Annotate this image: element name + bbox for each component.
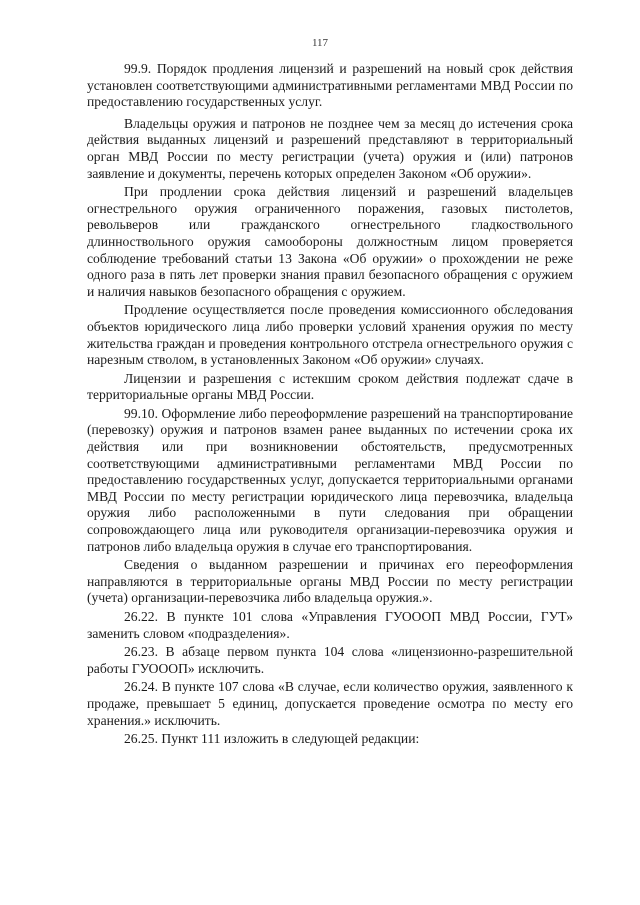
paragraph-expired-licenses: Лицензии и разрешения с истекшим сроком действия подлежат сдаче в территориальные органы МВД России. xyxy=(87,370,573,403)
paragraph-permit-info: Сведения о выданном разрешении и причинах его переоформления направляются в территориальные органы МВД России по месту регистрации (учета) организации-перевозчика либо владельца оружия.». xyxy=(87,557,573,606)
page-number: 117 xyxy=(311,37,329,49)
paragraph-26-23: 26.23. В абзаце первом пункта 104 слова «лицензионно-разрешительной работы ГУОООП» исключить. xyxy=(87,644,573,676)
paragraph-extension-procedure: Продление осуществляется после проведения комиссионного обследования объектов юридического лица либо проверки условий хранения оружия по месту жительства граждан и проведения контрольного отстрела огнестрельного оружия с нарезным стволом, в установленных Законом «Об оружии» случаях. xyxy=(87,302,573,368)
document-body xyxy=(87,61,573,750)
paragraph-26-25: 26.25. Пункт 111 изложить в следующей редакции: xyxy=(124,731,420,747)
paragraph-26-22: 26.22. В пункте 101 слова «Управления ГУОООП МВД России, ГУТ» заменить словом «подразделения». xyxy=(87,609,573,641)
paragraph-26-24: 26.24. В пункте 107 слова «В случае, если количество оружия, заявленного к продаже, превышает 5 единиц, допускается проведение осмотра по месту его хранения.» исключить. xyxy=(87,679,573,728)
paragraph-license-holders: Владельцы оружия и патронов не позднее чем за месяц до истечения срока действия выданных лицензий и разрешений представляют в территориальный орган МВД России по месту регистрации (учета) оружия и (или) патронов заявление и документы, перечень которых определен Законом «Об оружии». xyxy=(87,115,573,181)
paragraph-extension-check: При продлении срока действия лицензий и разрешений владельцев огнестрельного оружия ограниченного поражения, газовых пистолетов, револьверов или гражданского огнестрельного гладкоствольного длинноствольного оружия самообороны должностным лицом проверяется соблюдение требований статьи 13 Закона «Об оружии» о прохождении не реже одного раза в пять лет проверки знания правил безопасного обращения с оружием и наличия навыков безопасного обращения с оружием. xyxy=(87,184,573,299)
paragraph-99-10: 99.10. Оформление либо переоформление разрешений на транспортирование (перевозку) оружия и патронов взамен ранее выданных по истечении срока их действия или при возникновении обстоятельств, предусмотренных соответствующими административными регламентами МВД России по предоставлению государственных услуг, допускается территориальными органами МВД России по месту регистрации юридического лица перевозчика, владельца оружия либо расположенными в пути следования при обращении сопровождающего лица или руководителя организации-перевозчика оружия и патронов либо владельца оружия в случае его транспортирования. xyxy=(87,405,573,554)
paragraph-99-9: 99.9. Порядок продления лицензий и разрешений на новый срок действия установлен соответствующими административными регламентами МВД России по предоставлению государственных услуг. xyxy=(87,61,573,110)
